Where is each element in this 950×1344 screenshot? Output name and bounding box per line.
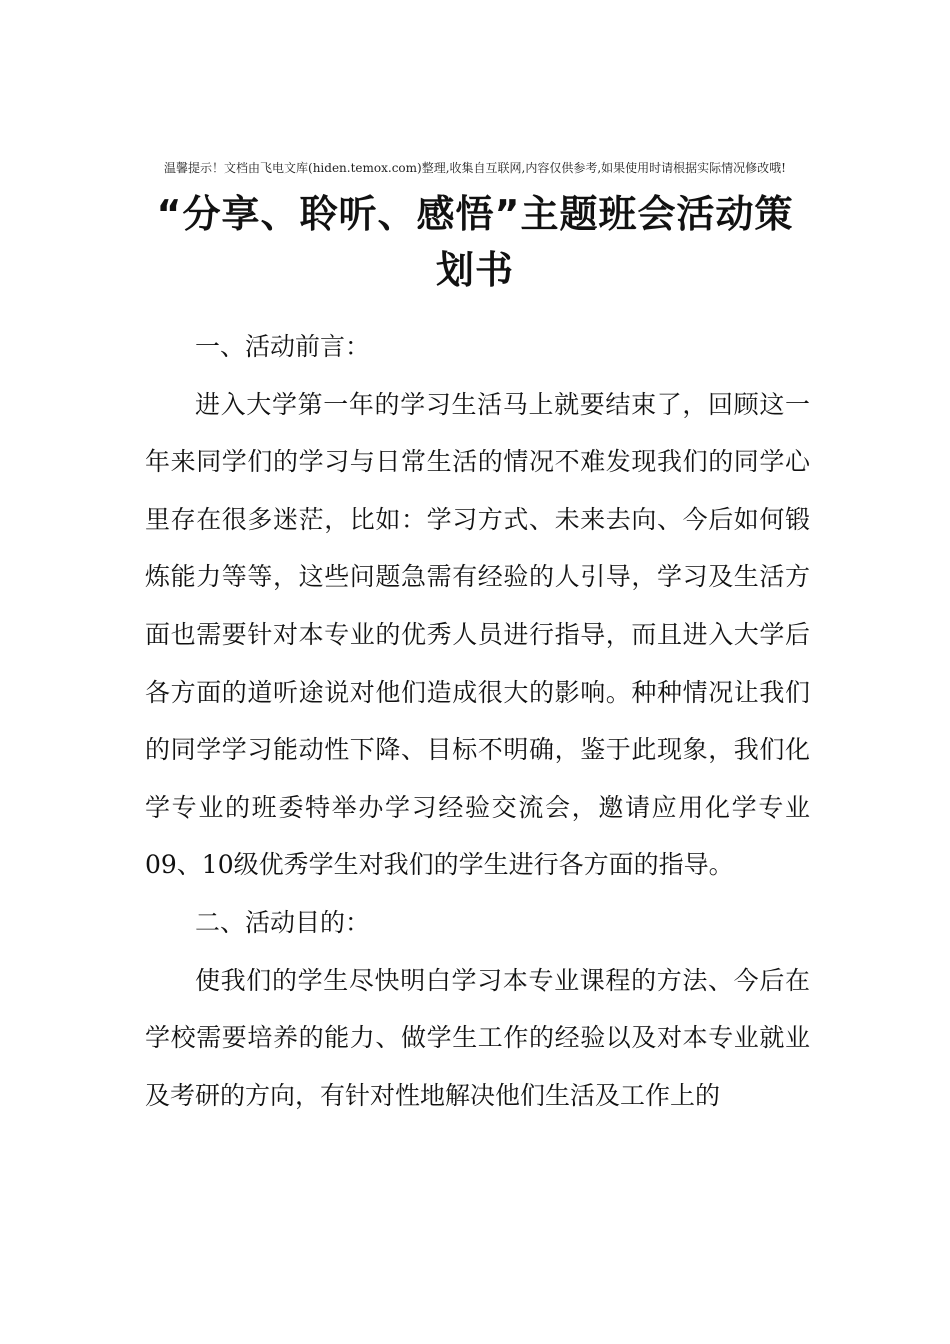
section-paragraph-preface: 进入大学第一年的学习生活马上就要结束了，回顾这一年来同学们的学习与日常生活的情况不难发现我们的同学心里存在很多迷茫，比如：学习方式、未来去向、今后如何锻炼能力等等，这些问题急需有经验的人引导，学习及生活方面也需要针对本专业的优秀人员进行指导，而且进入大学后各方面的道听途说对他们造成很大的影响。种种情况让我们的同学学习能动性下降、目标不明确，鉴于此现象，我们化学专业的班委特举办学习经验交流会，邀请应用化学专业09、10级优秀学生对我们的学生进行各方面的指导。: [145, 389, 810, 880]
document-body: [145, 318, 810, 1124]
section-heading-purpose: 二、活动目的：: [195, 907, 371, 937]
document-title: “分享、聆听、感悟”主题班会活动策划书: [156, 192, 794, 292]
section-paragraph-purpose: 使我们的学生尽快明白学习本专业课程的方法、今后在学校需要培养的能力、做学生工作的经验以及对本专业就业及考研的方向，有针对性地解决他们生活及工作上的: [145, 965, 810, 1110]
section-heading-preface: 一、活动前言：: [195, 332, 371, 361]
header-notice: 温馨提示！文档由飞电文库(hiden.temox.com)整理,收集自互联网,内容仅供参考,如果使用时请根据实际情况修改哦!: [164, 161, 786, 175]
